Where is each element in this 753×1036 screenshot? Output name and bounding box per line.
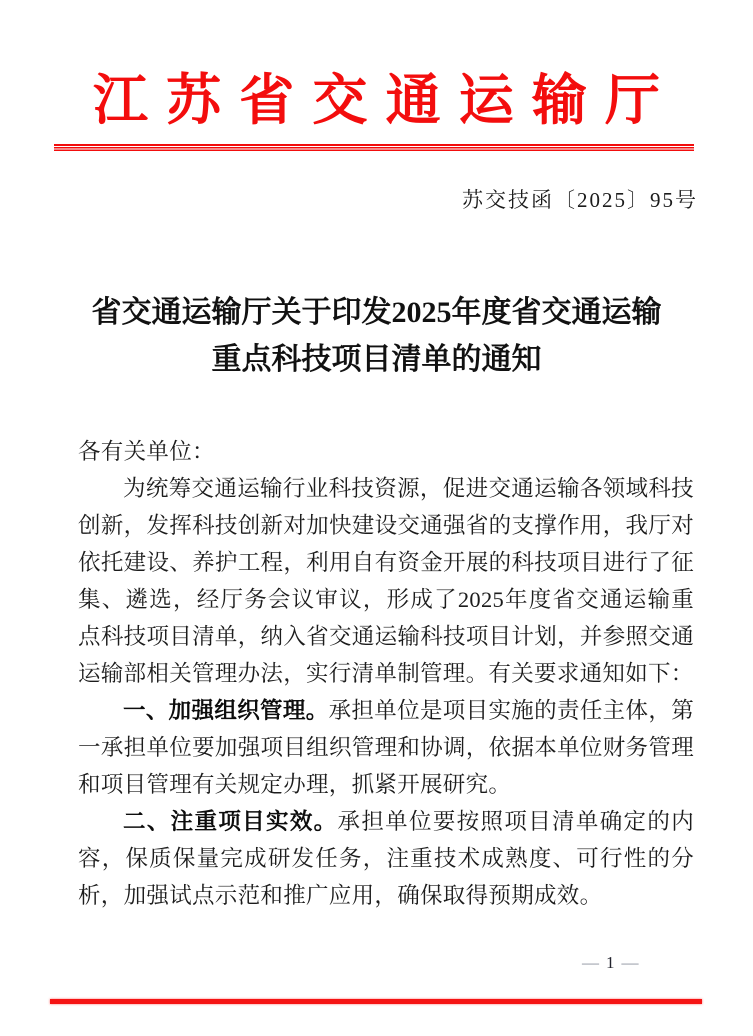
section-1-heading: 一、加强组织管理。 — [123, 698, 329, 723]
footer-divider — [50, 999, 702, 1004]
section-2 — [78, 803, 694, 914]
letterhead-org-name: 江苏省交通运输厅 — [92, 70, 679, 131]
page-number-value: 1 — [606, 953, 615, 972]
salutation: 各有关单位： — [78, 439, 215, 464]
section-1 — [78, 692, 694, 803]
document-number: 苏交技函〔2025〕95号 — [462, 188, 698, 212]
document-body — [78, 433, 694, 914]
document-title — [0, 289, 753, 383]
page-number-dash-left: — — [582, 953, 599, 972]
letterhead-divider — [54, 144, 694, 151]
intro-paragraph: 为统筹交通运输行业科技资源，促进交通运输各领域科技创新，发挥科技创新对加快建设交通强省的支撑作用，我厅对依托建设、养护工程，利用自有资金开展的科技项目进行了征集、遴选，经厅务会议审议，形成了2025年度省交通运输重点科技项目清单，纳入省交通运输科技项目计划，并参照交通运输部相关管理办法，实行清单制管理。有关要求通知如下： — [78, 476, 694, 686]
document-title-line-2: 重点科技项目清单的通知 — [211, 343, 542, 376]
section-1-text: 承担单位是项目实施的责任主体，第一承担单位要加强项目组织管理和协调，依据本单位财务管理和项目管理有关规定办理，抓紧开展研究。 — [78, 698, 694, 797]
section-2-heading: 二、注重项目实效。 — [123, 809, 338, 834]
section-2-text: 承担单位要按照项目清单确定的内容，保质保量完成研发任务，注重技术成熟度、可行性的分析，加强试点示范和推广应用，确保取得预期成效。 — [78, 809, 694, 908]
document-title-line-1: 省交通运输厅关于印发2025年度省交通运输 — [91, 296, 662, 329]
page-number-dash-right: — — [621, 953, 639, 972]
page-number — [582, 953, 639, 973]
